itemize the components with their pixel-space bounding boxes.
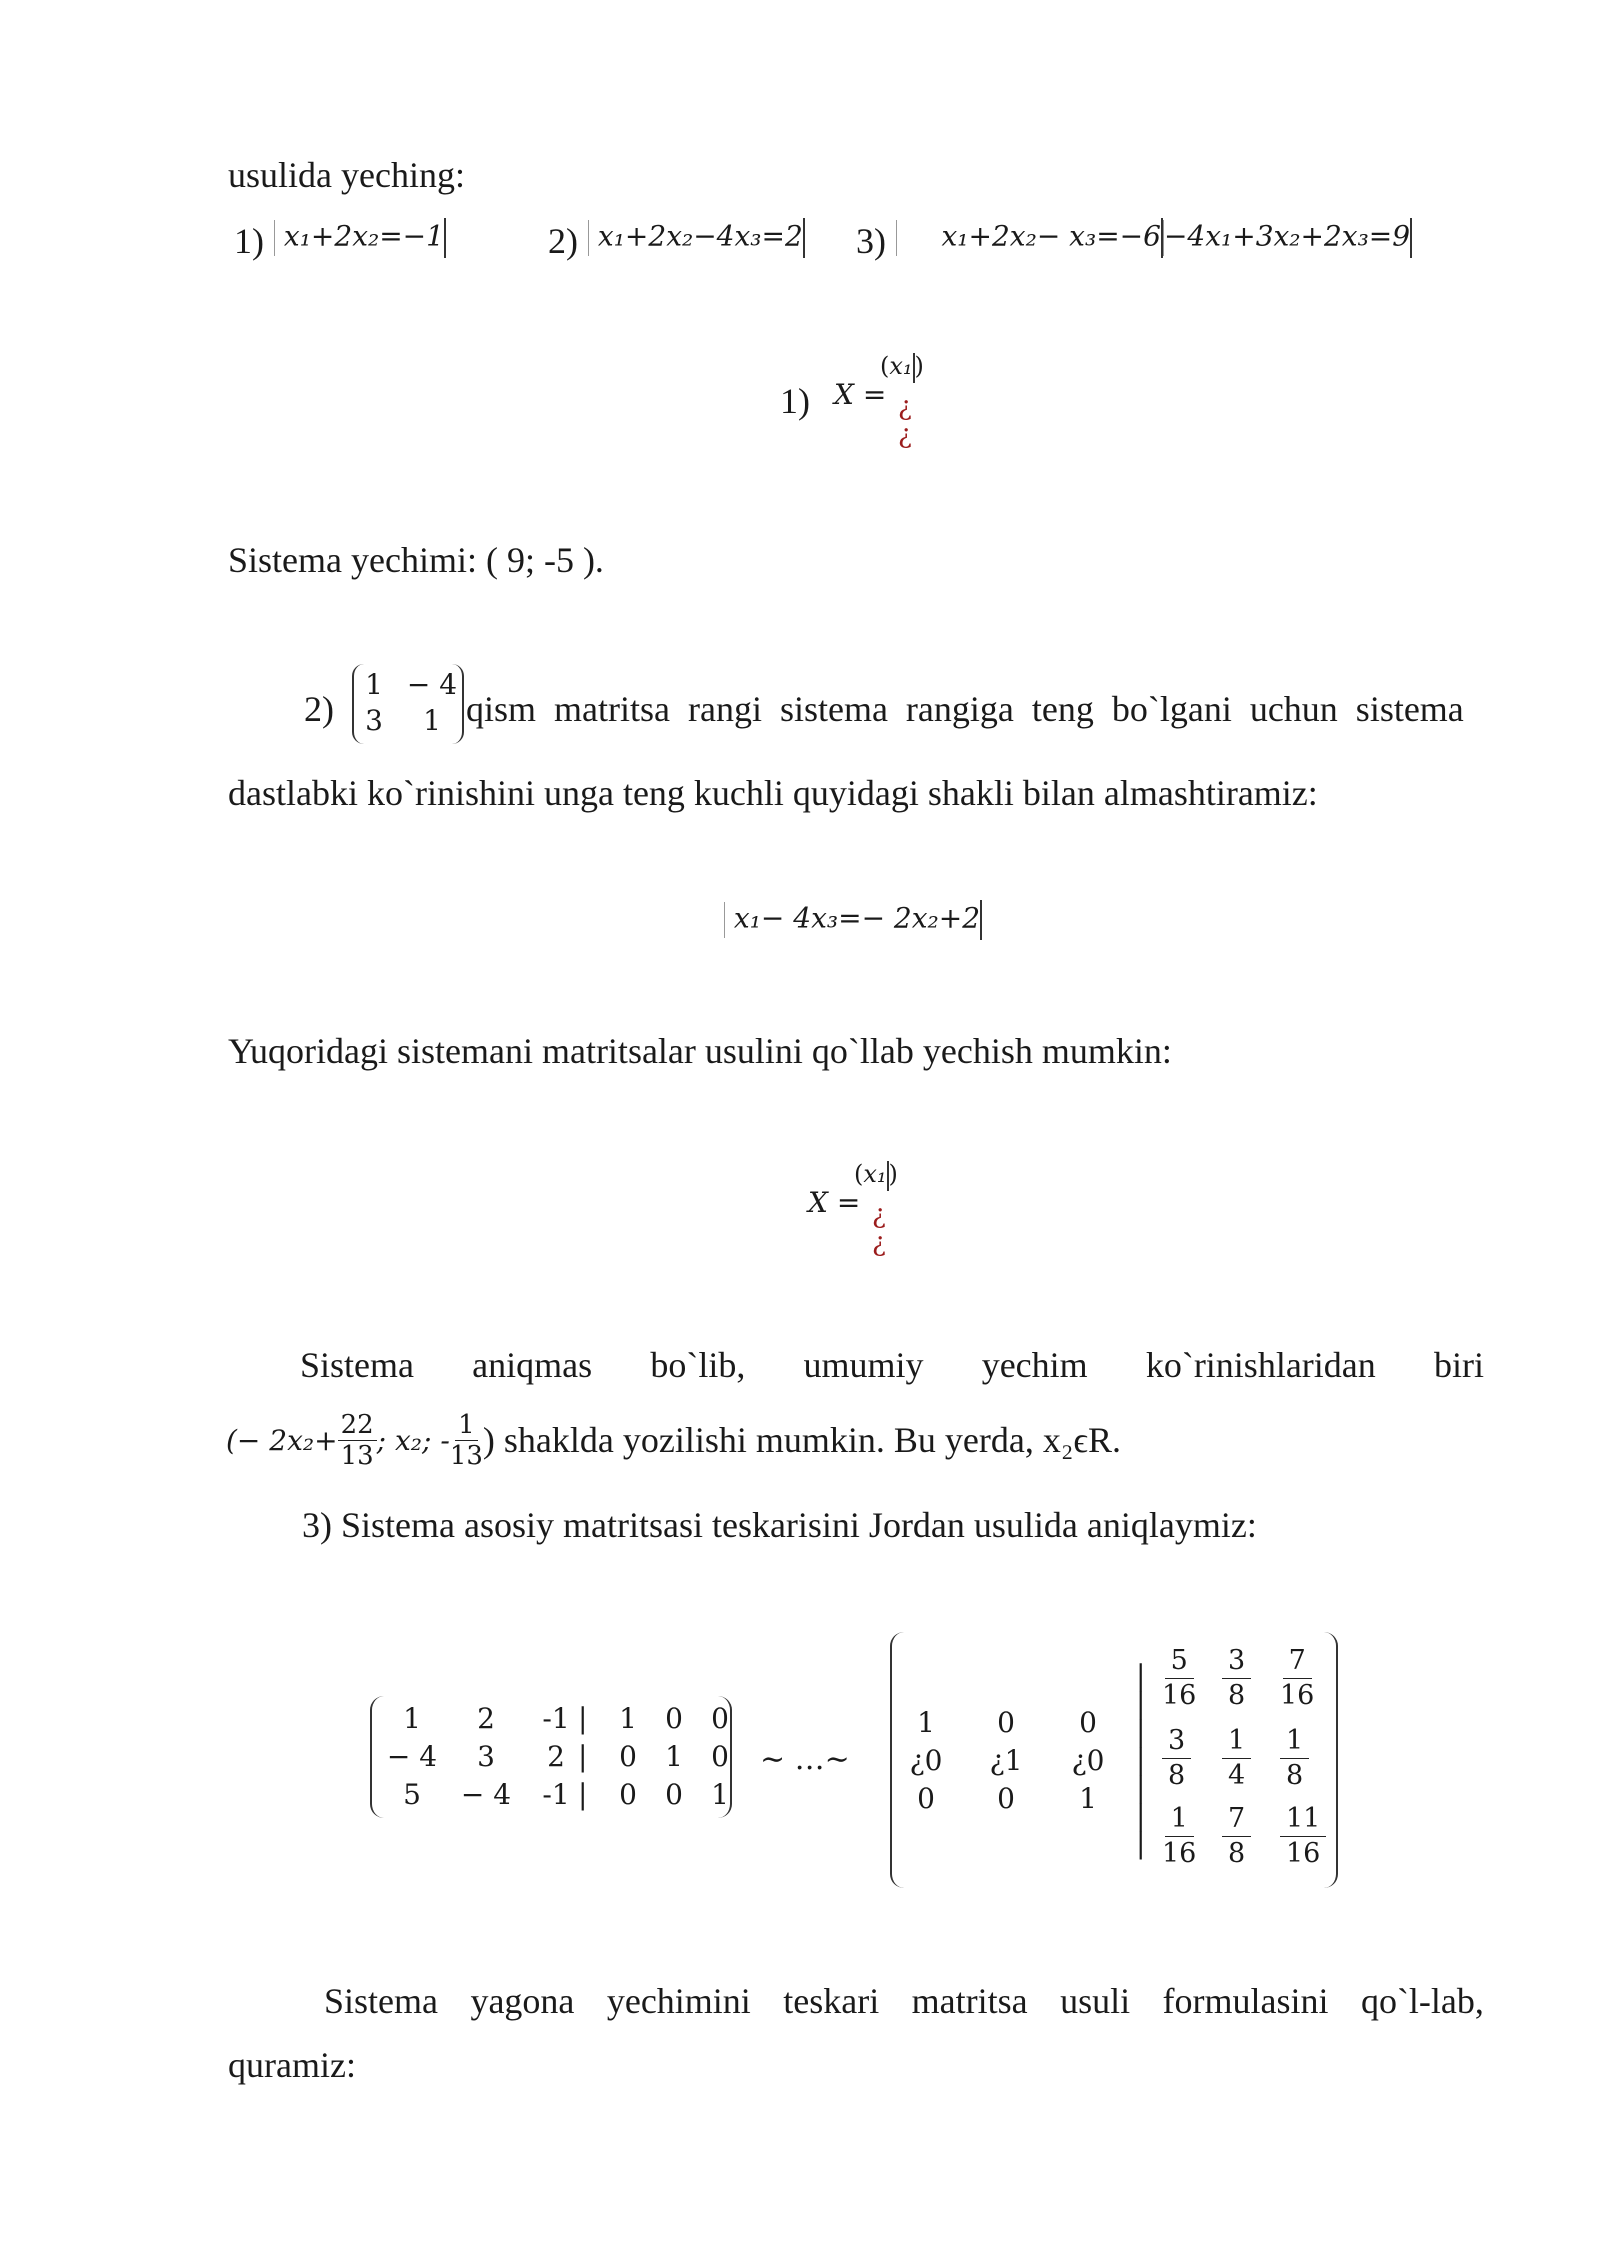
fraction-numerator: 1 [455, 1410, 478, 1441]
part-2-general-line [300, 1344, 1484, 1386]
final-word: yagona [470, 1981, 575, 2021]
result-matrix [890, 1632, 1338, 1888]
solution-1-lhs: X = [834, 378, 887, 411]
problem-1-equation [274, 218, 446, 258]
general-solution-a: (− 2x₂+ [226, 1423, 338, 1457]
augmented-matrix-cell: 5 [403, 1778, 421, 1811]
final-word: formulasini [1162, 1981, 1329, 2021]
problem-3-label: 3) [856, 221, 886, 261]
augmented-matrix-cell: -1 [542, 1702, 570, 1735]
part-2-label: 2) [304, 689, 334, 729]
augmented-matrix-cell: 0 [665, 1778, 683, 1811]
general-word: biri [1433, 1345, 1484, 1385]
part-3-intro: 3) Sistema asosiy matritsasi teskarisini Jordan usulida aniqlaymiz: [302, 1505, 1257, 1545]
solution-1-label: 1) [780, 381, 810, 421]
part-2-general-solution [226, 1402, 1121, 1478]
general-word: umumiy [803, 1345, 924, 1385]
final-word: yechimini [606, 1981, 751, 2021]
problem-3-eq-b: −4x₁+3x₂+2x₃=9 [1163, 219, 1411, 253]
fraction-denominator: 8 [1168, 1760, 1186, 1791]
part-2-glyph-2: ¿ [872, 1228, 886, 1258]
augmented-matrix-cell: 2 [547, 1740, 565, 1773]
general-fraction-2 [450, 1410, 483, 1471]
part-2-x-lhs: X = [808, 1186, 861, 1219]
inverse-fraction [1222, 1644, 1251, 1713]
augmented-matrix-cell: 1 [403, 1702, 421, 1735]
problem-3-eq-a: x₁+2x₂− x₃=−6 [941, 219, 1161, 253]
part-2-x-vector: (x₁) [854, 1160, 898, 1191]
fraction-numerator: 7 [1222, 1802, 1251, 1837]
inverse-fraction [1280, 1724, 1309, 1793]
fraction-numerator: 22 [338, 1410, 377, 1441]
tilde-sequence: ∼ …∼ [760, 1742, 850, 1777]
result-separator: | | | | | | | [1136, 1659, 1146, 1860]
result-matrix-cell: 0 [1079, 1706, 1097, 1739]
submatrix-cell: 1 [423, 704, 441, 737]
solution-1-vector: (x₁) [880, 352, 924, 383]
general-fraction-1 [338, 1410, 377, 1471]
augmented-matrix-cell: 0 [711, 1702, 729, 1735]
general-word: bo`lib, [650, 1345, 746, 1385]
fraction-numerator: 1 [1280, 1724, 1309, 1759]
augmented-separator: | [578, 1740, 588, 1773]
fraction-denominator: 4 [1228, 1760, 1246, 1791]
final-word: matritsa [911, 1981, 1028, 2021]
part-2-text-line-2: dastlabki ko`rinishini unga teng kuchli quyidagi shakli bilan almashtiramiz: [228, 773, 1318, 813]
fraction-numerator: 1 [1222, 1724, 1251, 1759]
part-2-submatrix [352, 664, 464, 744]
fraction-numerator: 3 [1162, 1724, 1191, 1759]
solution-1-glyph-2: ¿ [898, 420, 912, 450]
submatrix-cell: 1 [365, 668, 383, 701]
final-line-2: quramiz: [228, 2045, 356, 2085]
augmented-separator: | [578, 1778, 588, 1811]
general-solution-b: ; x₂; - [376, 1423, 450, 1457]
fraction-denominator: 8 [1286, 1760, 1304, 1791]
fraction-denominator: 16 [1280, 1680, 1315, 1711]
augmented-matrix-cell: 0 [665, 1702, 683, 1735]
result-matrix-cell: 0 [997, 1706, 1015, 1739]
augmented-matrix [370, 1696, 732, 1818]
submatrix-cell: − 4 [406, 668, 458, 701]
part-2-glyph-1: ¿ [872, 1200, 886, 1230]
augmented-matrix-cell: − 4 [386, 1740, 438, 1773]
part-2-text-line-1-content: qism matritsa rangi sistema rangiga teng bo`lgani uchun sistema [466, 689, 1464, 729]
result-matrix-cell: 1 [1079, 1782, 1097, 1815]
problem-1-label: 1) [234, 221, 264, 261]
problem-2-eq-text: x₁+2x₂−4x₃=2 [597, 219, 803, 253]
final-word: teskari [783, 1981, 880, 2021]
part-2-reduced-equation [724, 900, 982, 940]
fraction-denominator: 16 [1162, 1838, 1197, 1869]
fraction-denominator: 16 [1286, 1838, 1321, 1869]
augmented-matrix-cell: 0 [619, 1740, 637, 1773]
final-word: usuli [1060, 1981, 1131, 2021]
result-matrix-cell: ¿0 [1071, 1744, 1105, 1777]
solution-1-result: Sistema yechimi: ( 9; -5 ). [228, 540, 604, 580]
general-word: Sistema [300, 1345, 414, 1385]
inverse-fraction [1162, 1802, 1196, 1871]
augmented-matrix-cell: 0 [619, 1778, 637, 1811]
fraction-denominator: 8 [1228, 1838, 1246, 1869]
fraction-numerator: 11 [1280, 1802, 1326, 1837]
inverse-fraction [1162, 1724, 1191, 1793]
problem-2-equation [588, 218, 805, 258]
augmented-matrix-cell: 1 [665, 1740, 683, 1773]
fraction-numerator: 7 [1283, 1644, 1312, 1679]
inverse-fraction [1222, 1724, 1251, 1793]
fraction-numerator: 5 [1165, 1644, 1194, 1679]
part-2-text-line-3: Yuqoridagi sistemani matritsalar usulini qo`llab yechish mumkin: [228, 1031, 1172, 1071]
inverse-fraction [1222, 1802, 1251, 1871]
augmented-matrix-cell: 2 [477, 1702, 495, 1735]
augmented-matrix-cell: 0 [711, 1740, 729, 1773]
general-word: aniqmas [472, 1345, 593, 1385]
final-line [324, 1980, 1484, 2022]
part-2-text-line-1 [466, 688, 1484, 730]
general-solution-c: ) shakldа yozilishi mumkin. Bu yerda, x₂ϵR. [482, 1420, 1121, 1460]
augmented-matrix-cell: 1 [619, 1702, 637, 1735]
inverse-fraction [1162, 1644, 1196, 1713]
inverse-fraction [1280, 1644, 1314, 1713]
augmented-matrix-cell: 3 [477, 1740, 495, 1773]
result-matrix-cell: ¿1 [989, 1744, 1023, 1777]
solution-1-entry: x₁ [889, 352, 913, 380]
final-word: Sistema [324, 1981, 438, 2021]
fraction-denominator: 13 [340, 1440, 374, 1471]
fraction-numerator: 1 [1165, 1802, 1194, 1837]
problem-3-equation [896, 218, 1412, 258]
general-word: yechim [981, 1345, 1088, 1385]
intro-text: usulida yeching: [228, 155, 465, 195]
fraction-denominator: 16 [1162, 1680, 1197, 1711]
result-matrix-cell: 0 [997, 1782, 1015, 1815]
fraction-denominator: 13 [449, 1440, 483, 1471]
result-matrix-cell: ¿0 [909, 1744, 943, 1777]
augmented-separator: | [578, 1702, 588, 1735]
augmented-matrix-cell: − 4 [460, 1778, 512, 1811]
final-word: qo`l-lab, [1360, 1981, 1484, 2021]
problem-1-eq-text: x₁+2x₂=−1 [283, 219, 444, 253]
augmented-matrix-cell: -1 [542, 1778, 570, 1811]
part-2-x-entry: x₁ [863, 1160, 887, 1188]
result-matrix-cell: 1 [917, 1706, 935, 1739]
result-matrix-cell: 0 [917, 1782, 935, 1815]
augmented-matrix-cell: 1 [711, 1778, 729, 1811]
problem-2-label: 2) [548, 221, 578, 261]
solution-1-glyph-1: ¿ [898, 392, 912, 422]
inverse-fraction [1280, 1802, 1326, 1871]
general-word: ko`rinishlaridan [1145, 1345, 1376, 1385]
fraction-denominator: 8 [1228, 1680, 1246, 1711]
part-2-reduced-eq-text: x₁− 4x₃=− 2x₂+2 [733, 901, 981, 935]
fraction-numerator: 3 [1222, 1644, 1251, 1679]
submatrix-cell: 3 [365, 704, 383, 737]
